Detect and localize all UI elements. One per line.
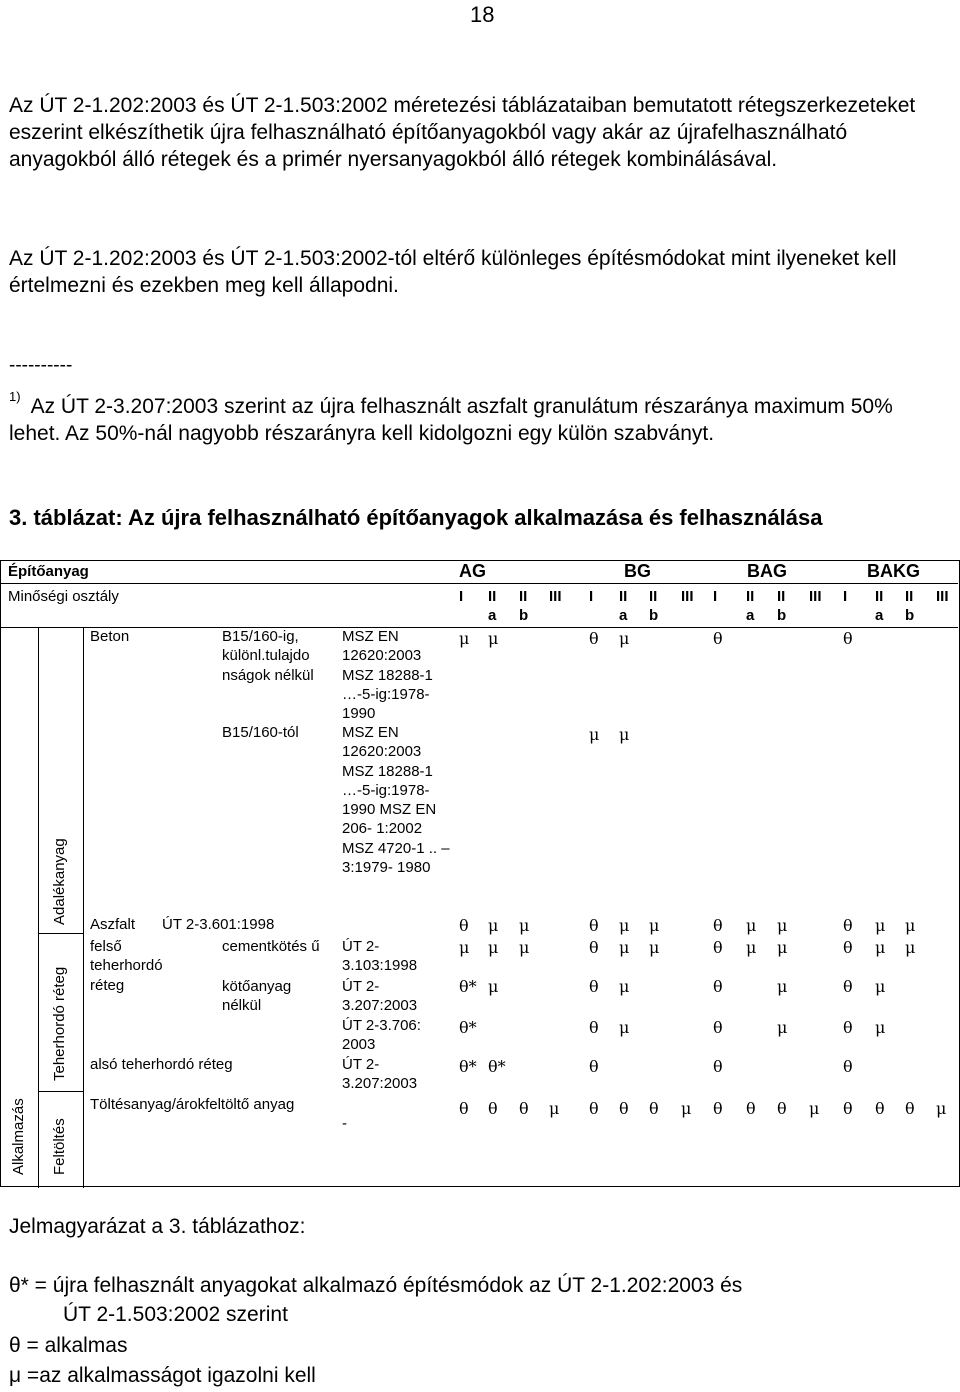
symbol-cell: θ bbox=[843, 977, 853, 996]
class-sub-9: a bbox=[746, 607, 755, 624]
symbol-cell: θ* bbox=[459, 1057, 477, 1076]
footnote-separator: ---------- bbox=[9, 355, 73, 376]
symbol-cell: μ bbox=[619, 1018, 630, 1037]
aszfalt-label: Aszfalt bbox=[90, 916, 136, 933]
class-sub-13: a bbox=[875, 607, 884, 624]
cementkotes-std: ÚT 2- 3.103:1998 bbox=[342, 938, 418, 975]
class-header-0: I bbox=[459, 588, 464, 605]
symbol-cell: θ bbox=[713, 1099, 723, 1118]
symbol-cell: θ bbox=[589, 629, 599, 648]
kotoanyag-label: kötőanyag nélkül bbox=[222, 978, 292, 1015]
also-label: alsó teherhordó réteg bbox=[90, 1056, 233, 1073]
symbol-cell: μ bbox=[809, 1099, 820, 1118]
symbol-cell: θ bbox=[777, 1099, 787, 1118]
symbol-cell: μ bbox=[905, 938, 916, 957]
class-sub-5: a bbox=[619, 607, 628, 624]
symbol-cell: θ bbox=[649, 1099, 659, 1118]
also-std: ÚT 2- 3.207:2003 bbox=[342, 1056, 418, 1093]
table-caption: 3. táblázat: Az újra felhasználható építőanyagok alkalmazása és felhasználása bbox=[9, 505, 823, 530]
footnote-text: Az ÚT 2-3.207:2003 szerint az újra felhasznált aszfalt granulátum részaránya maximum 50% lehet. Az 50%-nál nagyobb részarányra kell kidolgozni egy külön szabványt. bbox=[9, 395, 893, 445]
legend-mu: μ =az alkalmasságot igazolni kell bbox=[9, 1364, 316, 1387]
symbol-cell: θ bbox=[843, 938, 853, 957]
group-bakg: BAKG bbox=[867, 561, 920, 581]
class-sub-10: b bbox=[777, 607, 787, 624]
class-header-14: II bbox=[905, 588, 914, 605]
beton-label: Beton bbox=[90, 628, 130, 645]
side-label-teherhordo: Teherhordó réteg bbox=[51, 966, 68, 1081]
symbol-cell: μ bbox=[875, 977, 886, 996]
symbol-cell: μ bbox=[905, 916, 916, 935]
symbol-cell: θ* bbox=[488, 1057, 506, 1076]
class-header-11: III bbox=[809, 588, 822, 605]
symbol-cell: μ bbox=[777, 916, 788, 935]
symbol-cell: θ bbox=[519, 1099, 529, 1118]
symbol-cell: θ* bbox=[459, 1018, 477, 1037]
toltes-label: Töltésanyag/árokfeltöltő anyag bbox=[90, 1096, 295, 1113]
symbol-cell: μ bbox=[619, 938, 630, 957]
legend-title: Jelmagyarázat a 3. táblázathoz: bbox=[9, 1215, 306, 1238]
legend-theta-star: θ* = újra felhasznált anyagokat alkalmazó építésmódok az ÚT 2-1.202:2003 és bbox=[9, 1274, 743, 1297]
page-number: 18 bbox=[470, 2, 495, 27]
group-bg: BG bbox=[624, 561, 651, 581]
symbol-cell: μ bbox=[649, 938, 660, 957]
cementkotes-label: cementkötés ű bbox=[222, 938, 320, 955]
paragraph-1: Az ÚT 2-1.202:2003 és ÚT 2-1.503:2002 méretezési táblázataiban bemutatott rétegszerkezeteket eszerint elkészíthetik újra felhasználható építőanyagokból vagy akár az újrafelhasználható anyagokból álló rétegek és a primér nyersanyagokból álló rétegek kombinálásával. bbox=[9, 94, 916, 171]
class-sub-1: a bbox=[488, 607, 497, 624]
kotoanyag-std1: ÚT 2- 3.207:2003 bbox=[342, 978, 418, 1015]
symbol-cell: θ bbox=[619, 1099, 629, 1118]
side-label-adalekanyag: Adalékanyag bbox=[51, 838, 68, 925]
symbol-cell: μ bbox=[619, 977, 630, 996]
symbol-cell: μ bbox=[488, 977, 499, 996]
symbol-cell: θ bbox=[713, 938, 723, 957]
symbol-cell: μ bbox=[777, 1018, 788, 1037]
class-header-15: III bbox=[936, 588, 949, 605]
beton-r2-spec: B15/160-tól bbox=[222, 724, 299, 741]
paragraph-2: Az ÚT 2-1.202:2003 és ÚT 2-1.503:2002-tól eltérő különleges építésmódokat mint ilyeneket kell értelmezni és ezekben meg kell állapodni. bbox=[9, 247, 897, 297]
class-header-3: III bbox=[549, 588, 562, 605]
felso-label: felső teherhordó réteg bbox=[90, 938, 163, 994]
class-header-13: II bbox=[875, 588, 884, 605]
symbol-cell: μ bbox=[936, 1099, 947, 1118]
symbol-cell: μ bbox=[681, 1099, 692, 1118]
toltes-std: - bbox=[342, 1115, 347, 1132]
class-header-2: II bbox=[519, 588, 528, 605]
side-label-feloltes: Feltöltés bbox=[51, 1118, 68, 1175]
symbol-cell: θ bbox=[589, 938, 599, 957]
symbol-cell: μ bbox=[619, 916, 630, 935]
class-header-10: II bbox=[777, 588, 786, 605]
header-class: Minőségi osztály bbox=[8, 588, 119, 605]
beton-r1-std: MSZ EN 12620:2003 MSZ 18288-1 …-5-ig:1978- 1990 bbox=[342, 628, 433, 723]
class-header-4: I bbox=[589, 588, 594, 605]
symbol-cell: μ bbox=[875, 938, 886, 957]
class-header-12: I bbox=[843, 588, 848, 605]
class-header-8: I bbox=[713, 588, 718, 605]
symbol-cell: μ bbox=[649, 916, 660, 935]
symbol-cell: θ bbox=[843, 916, 853, 935]
symbol-cell: θ bbox=[713, 1018, 723, 1037]
symbol-cell: θ bbox=[713, 1057, 723, 1076]
legend-theta: θ = alkalmas bbox=[9, 1334, 128, 1357]
class-header-5: II bbox=[619, 588, 628, 605]
materials-table bbox=[0, 560, 960, 1187]
footnote bbox=[9, 387, 949, 447]
symbol-cell: μ bbox=[875, 916, 886, 935]
symbol-cell: μ bbox=[619, 725, 630, 744]
symbol-cell: μ bbox=[488, 938, 499, 957]
class-header-7: III bbox=[681, 588, 694, 605]
beton-r1-spec: B15/160-ig, különl.tulajdo nságok nélkül bbox=[222, 628, 314, 684]
legend-theta-star-cont: ÚT 2-1.503:2002 szerint bbox=[63, 1303, 288, 1326]
symbol-cell: θ bbox=[589, 1099, 599, 1118]
aszfalt-std: ÚT 2-3.601:1998 bbox=[162, 916, 275, 933]
symbol-cell: μ bbox=[619, 629, 630, 648]
symbol-cell: θ bbox=[589, 1018, 599, 1037]
class-header-9: II bbox=[746, 588, 755, 605]
symbol-cell: μ bbox=[777, 977, 788, 996]
symbol-cell: θ bbox=[713, 977, 723, 996]
header-material: Építőanyag bbox=[8, 563, 89, 580]
symbol-cell: θ bbox=[713, 916, 723, 935]
symbol-cell: μ bbox=[549, 1099, 560, 1118]
symbol-cell: θ bbox=[713, 629, 723, 648]
footnote-mark: 1) bbox=[9, 389, 21, 404]
symbol-cell: μ bbox=[589, 725, 600, 744]
symbol-cell: θ bbox=[589, 916, 599, 935]
group-ag: AG bbox=[459, 561, 486, 581]
symbol-cell: θ bbox=[843, 1057, 853, 1076]
symbol-cell: θ bbox=[746, 1099, 756, 1118]
symbol-cell: μ bbox=[746, 916, 757, 935]
side-label-alkalmazas: Alkalmazás bbox=[10, 1098, 27, 1175]
symbol-cell: μ bbox=[488, 916, 499, 935]
symbol-cell: θ bbox=[488, 1099, 498, 1118]
symbol-cell: θ bbox=[589, 1057, 599, 1076]
symbol-cell: μ bbox=[459, 629, 470, 648]
symbol-cell: θ bbox=[459, 1099, 469, 1118]
symbol-cell: μ bbox=[519, 916, 530, 935]
class-sub-6: b bbox=[649, 607, 659, 624]
symbol-cell: θ bbox=[843, 1018, 853, 1037]
group-bag: BAG bbox=[747, 561, 787, 581]
kotoanyag-std2: ÚT 2-3.706: 2003 bbox=[342, 1017, 421, 1054]
symbol-cell: μ bbox=[519, 938, 530, 957]
symbol-cell: θ* bbox=[459, 977, 477, 996]
symbol-cell: μ bbox=[459, 938, 470, 957]
class-sub-14: b bbox=[905, 607, 915, 624]
symbol-cell: μ bbox=[875, 1018, 886, 1037]
symbol-cell: θ bbox=[843, 629, 853, 648]
symbol-cell: θ bbox=[843, 1099, 853, 1118]
symbol-cell: θ bbox=[875, 1099, 885, 1118]
symbol-cell: θ bbox=[459, 916, 469, 935]
symbol-cell: μ bbox=[777, 938, 788, 957]
symbol-cell: θ bbox=[589, 977, 599, 996]
symbol-cell: θ bbox=[905, 1099, 915, 1118]
symbol-cell: μ bbox=[746, 938, 757, 957]
beton-r2-std: MSZ EN 12620:2003 MSZ 18288-1 …-5-ig:1978- 1990 MSZ EN 206- 1:2002 MSZ 4720-1 .. –3:1979- 1980 bbox=[342, 724, 450, 877]
class-header-6: II bbox=[649, 588, 658, 605]
class-header-1: II bbox=[488, 588, 497, 605]
symbol-cell: μ bbox=[488, 629, 499, 648]
class-sub-2: b bbox=[519, 607, 529, 624]
